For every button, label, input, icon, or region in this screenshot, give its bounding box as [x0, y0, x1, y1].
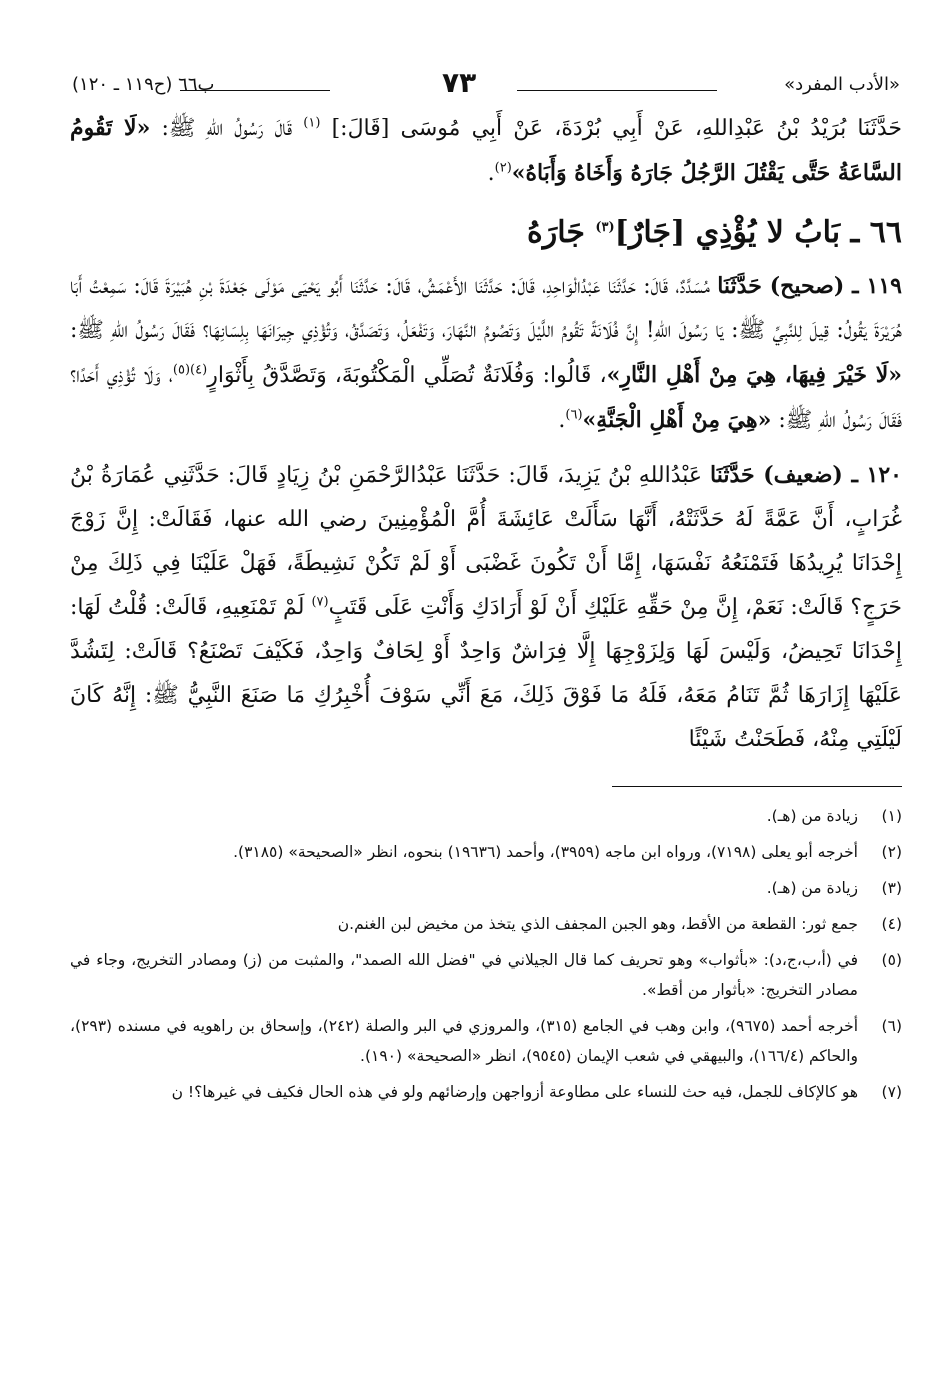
footnote-ref: (٧) — [311, 594, 329, 610]
book-title: «الأدب المفرد» — [784, 74, 900, 95]
paragraph-continuation: حَدَّثَنَا بُرَيْدُ بْنُ عَبْدِاللهِ، عَنْ أَبِي بُرْدَةَ، عَنْ أَبِي مُوسَى [قَالَ:] $^{(١)}$ قَالَ رَسُولُ اللهِ ﷺ: «لَا تَقُومُ السَّاعَةُ حَتَّى يَقْتُلَ الرَّجُلُ جَارَهُ وَأَخَاهُ وَأَبَاهُ»$^{(٢)}$. — [70, 115, 903, 186]
hadith-number: ١١٩ ـ (صحيح) حَدَّثَنَا — [717, 273, 902, 299]
footnote-ref: (٦) — [565, 407, 583, 423]
footnote: (١) زيادة من (هـ). — [766, 807, 902, 825]
footnote: (٧) هو كالإكاف للجمل، فيه حث للنساء على مطاوعة أزواجهن وإرضائهم ولو في هذه الحال فكيف في غيرها؟! ن — [171, 1083, 902, 1101]
footnote: (٢) أخرجه أبو يعلى (٧١٩٨)، ورواه ابن ماجه (٣٩٥٩)، وأحمد (١٩٦٣٦) بنحوه، انظر «الصحيحة» (٣١٨٥). — [233, 843, 902, 861]
chapter-heading: ٦٦ ـ بَابُ لا يُؤْذِي [جَارٌ]$^{(٣)}$ جَارَهُ — [527, 215, 902, 250]
footnote: (٤) جمع ثور: القطعة من الأقط، وهو الجبن المجفف الذي يتخذ من مخيض لبن الغنم.ن — [337, 915, 902, 933]
footnote-ref: (١) — [303, 115, 321, 131]
hadith-119: ١١٩ ـ (صحيح) حَدَّثَنَا مُسَدَّدٌ، قَالَ: حَدَّثَنَا عَبْدُالْوَاحِدِ، قَالَ: حَدَّثَنَا الأَعْمَشُ، قَالَ: حَدَّثَنَا أَبُو يَحْيَى مَوْلَى جَعْدَةَ بْنِ هُبَيْرَةَ قَالَ: سَمِعْتُ أَبَا هُرَيْرَةَ يَقُولُ: قِيلَ لِلنَّبِيِّ ﷺ: يَا رَسُولَ اللهِ! إِنَّ فُلَانَةً تَقُومُ اللَّيْلَ وَتَصُومُ النَّهَارَ، وَتَفْعَلُ، وَتَصَدَّقُ، وَتُؤْذِي جِيرَانَهَا بِلِسَانِهَا؟ فَقَالَ رَسُولُ اللهِ ﷺ: «لَا خَيْرَ فِيهَا، هِيَ مِنْ أَهْلِ النَّارِ»، قَالُوا: وَفُلَانَةٌ تُصَلِّي الْمَكْتُوبَةَ، وَتَصَّدَّقُ بِأَثْوَارٍ$^{(٤)(٥)}$، وَلَا تُؤْذِي أَحَدًا؟ فَقَالَ رَسُولُ اللهِ ﷺ: «هِيَ مِنْ أَهْلِ الْجَنَّةِ»$^{(٦)}$. — [70, 273, 903, 433]
footnote: (٥) في (أ،ب،ج،د): «بأثواب» وهو تحريف كما قال الجيلاني في "فضل الله الصمد"، والمثبت من (ز) ومصادر التخريج، وجاء في مصادر التخريج: «بأثوار من أقط». — [70, 951, 902, 999]
book-page — [70, 62, 902, 1113]
footnote: (٣) زيادة من (هـ). — [766, 879, 902, 897]
footnote-ref: (٢) — [494, 160, 512, 176]
page-header — [70, 62, 902, 106]
prophetic-quote: «لَا خَيْرَ فِيهَا، هِيَ مِنْ أَهْلِ النَّارِ» — [606, 362, 903, 388]
footnote-ref: (٤)(٥) — [172, 362, 208, 378]
footnote-separator — [612, 786, 902, 787]
chapter-hadith-range: ب٦٦ (ح١١٩ ـ ١٢٠) — [72, 74, 215, 95]
main-text — [70, 106, 902, 762]
footnotes — [70, 801, 902, 1107]
footnote-ref: (٣) — [595, 220, 615, 235]
prophetic-quote: «لَا تَقُومُ السَّاعَةُ حَتَّى يَقْتُلَ الرَّجُلُ جَارَهُ وَأَخَاهُ وَأَبَاهُ» — [70, 115, 902, 186]
hadith-120: ١٢٠ ـ (ضعيف) حَدَّثَنَا عَبْدُاللهِ بْنُ يَزِيدَ، قَالَ: حَدَّثَنَا عَبْدُالرَّحْمَنِ بْنُ زِيَادٍ قَالَ: حَدَّثَنِي عُمَارَةُ بْنُ غُرَابٍ، أَنَّ عَمَّةً لَهُ حَدَّثَتْهُ، أَنَّهَا سَأَلَتْ عَائِشَةَ أُمَّ الْمُؤْمِنِينَ رضي الله عنها، فَقَالَتْ: إِنَّ زَوْجَ إِحْدَانَا يُرِيدُهَا فَتَمْنَعُهُ نَفْسَهَا، إِمَّا أَنْ تَكُونَ غَضْبَى أَوْ لَمْ تَكُنْ نَشِيطَةً، فَهَلْ عَلَيْنَا فِي ذَلِكَ مِنْ حَرَجٍ؟ قَالَتْ: نَعَمْ، إِنَّ مِنْ حَقِّهِ عَلَيْكِ أَنْ لَوْ أَرَادَكِ وَأَنْتِ عَلَى قَتَبٍ$^{(٧)}$ لَمْ تَمْنَعِيهِ، قَالَتْ: قُلْتُ لَهَا: إِحْدَانَا تَحِيضُ، وَلَيْسَ لَهَا وَلِزَوْجِهَا إِلَّا فِرَاشٌ وَاحِدٌ أَوْ لِحَافٌ وَاحِدٌ، فَكَيْفَ تَصْنَعُ؟ قَالَتْ: لِتَشُدَّ عَلَيْهَا إِزَارَهَا ثُمَّ تَنَامُ مَعَهُ، فَلَهُ مَا فَوْقَ ذَلِكَ، مَعَ أَنِّي سَوْفَ أُخْبِرُكِ مَا صَنَعَ النَّبِيُّ ﷺ: إِنَّهُ كَانَ لَيْلَتِي مِنْهُ، فَطَحَنْتُ شَيْئًا — [70, 462, 903, 752]
hadith-number: ١٢٠ ـ (ضعيف) حَدَّثَنَا — [710, 462, 902, 488]
header-rule-right — [517, 90, 717, 91]
prophetic-quote: «هِيَ مِنْ أَهْلِ الْجَنَّةِ» — [582, 407, 772, 433]
footnote: (٦) أخرجه أحمد (٩٦٧٥)، وابن وهب في الجامع (٣١٥)، والمروزي في البر والصلة (٢٤٢)، وإسحاق بن راهويه في مسنده (٢٩٣)، والحاكم (١٦٦/٤)، والبيهقي في شعب الإيمان (٩٥٤٥)، انظر «الصحيحة» (١٩٠). — [70, 1017, 902, 1065]
page-number: ٧٣ — [442, 66, 477, 99]
